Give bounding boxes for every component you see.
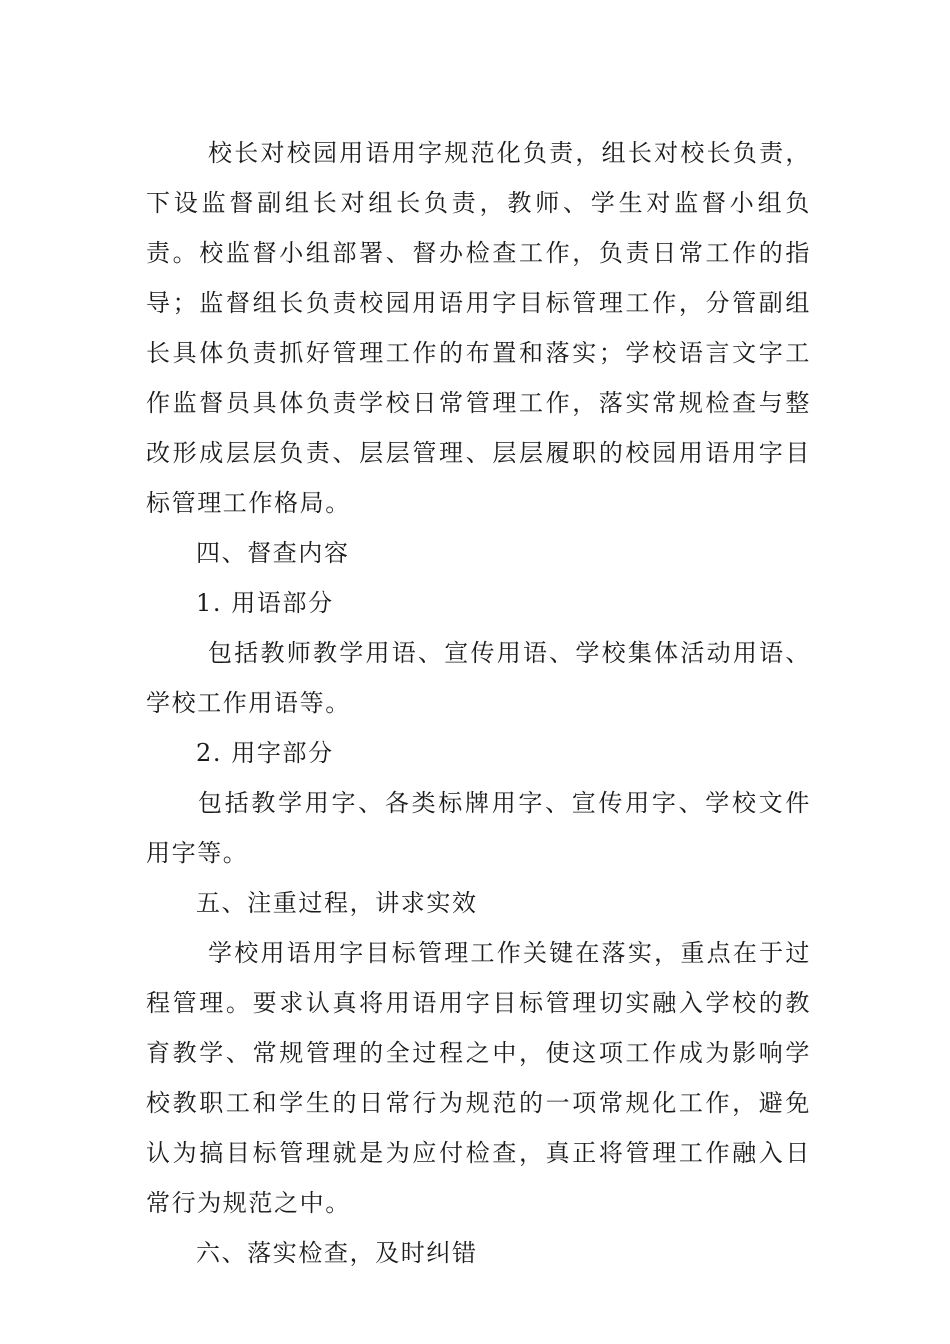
subheading-language-use: 1. 用语部分 <box>196 589 334 617</box>
subheading-character-use: 2. 用字部分 <box>196 739 334 767</box>
paragraph-process: 学校用语用字目标管理工作关键在落实，重点在于过程管理。要求认真将用语用字目标管理切实融入学校的教育教学、常规管理的全过程之中，使这项工作成为影响学校教职工和学生的日常行为规范的一项常规化工作，避免认为搞目标管理就是为应付检查，真正将管理工作融入日常行为规范之中。 <box>146 939 811 1217</box>
paragraph-responsibility: 校长对校园用语用字规范化负责，组长对校长负责，下设监督副组长对组长负责，教师、学生对监督小组负责。校监督小组部署、督办检查工作，负责日常工作的指导；监督组长负责校园用语用字目标管理工作，分管副组长具体负责抓好管理工作的布置和落实；学校语言文字工作监督员具体负责学校日常管理工作，落实常规检查与整改形成层层负责、层层管理、层层履职的校园用语用字目标管理工作格局。 <box>146 139 811 517</box>
section-heading-inspection-correction: 六、落实检查，及时纠错 <box>196 1239 478 1267</box>
paragraph-character-use: 包括教学用字、各类标牌用字、宣传用字、学校文件用字等。 <box>146 789 811 867</box>
section-heading-inspection-content: 四、督查内容 <box>196 539 350 567</box>
document-body <box>146 128 811 1278</box>
paragraph-language-use: 包括教师教学用语、宣传用语、学校集体活动用语、学校工作用语等。 <box>146 639 811 717</box>
section-heading-process: 五、注重过程，讲求实效 <box>196 889 478 917</box>
